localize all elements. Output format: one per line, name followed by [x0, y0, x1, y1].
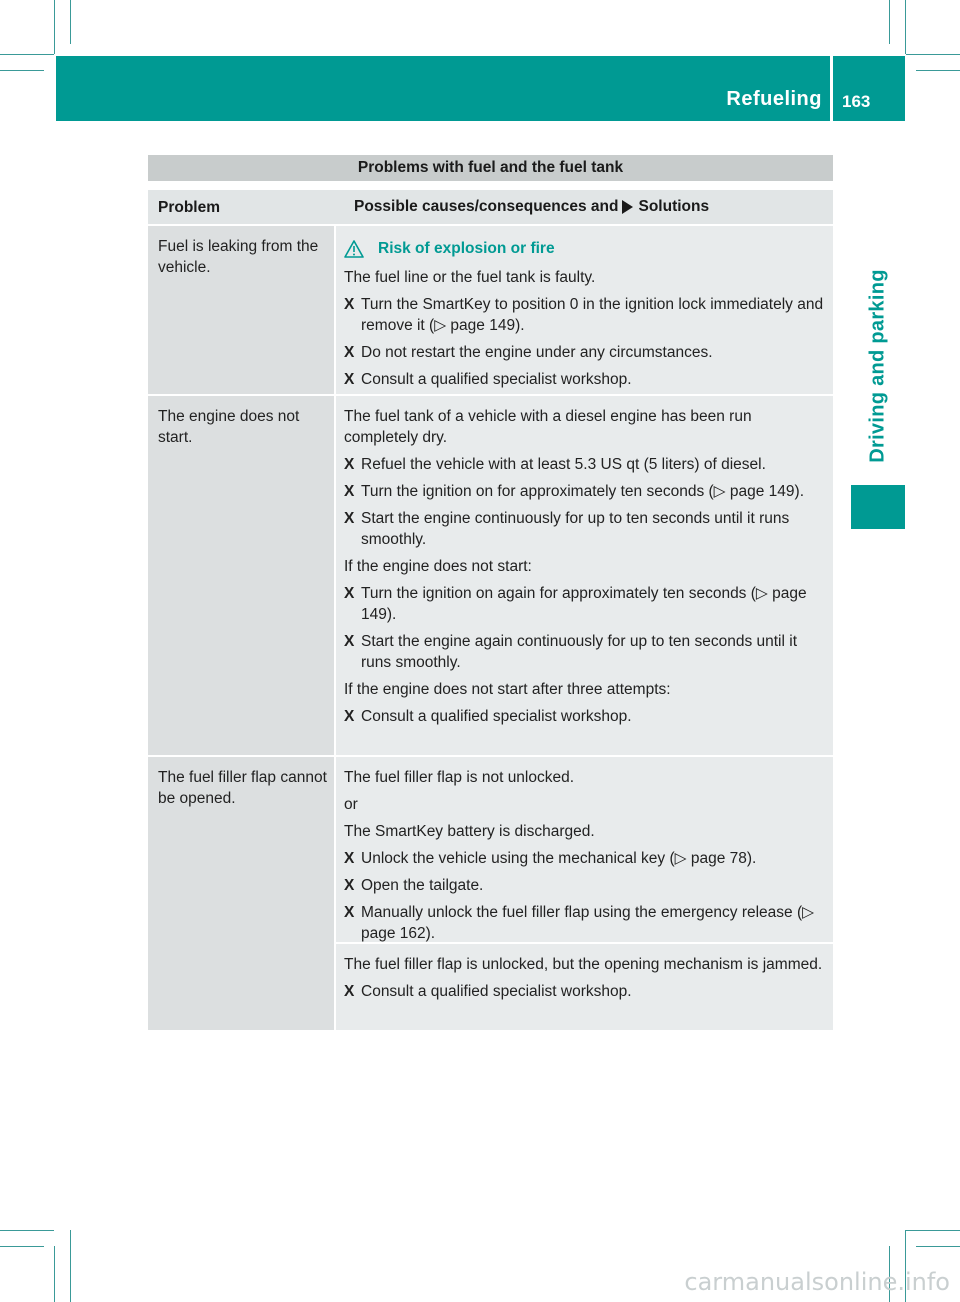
step-marker: X	[344, 904, 355, 921]
table-row	[148, 226, 833, 394]
step-marker: X	[344, 296, 355, 313]
step-marker: X	[344, 708, 355, 725]
step-marker: X	[344, 344, 355, 361]
warning-text: Risk of explosion or fire	[378, 240, 555, 257]
table-row	[148, 757, 833, 1030]
column-header-solutions-prefix: Possible causes/consequences and	[354, 198, 619, 215]
solutions-cell	[336, 944, 833, 1030]
crop-mark	[70, 1230, 71, 1302]
step-text: Start the engine continuously for up to ten seconds until it runs smoothly.	[361, 510, 790, 548]
page-number: 163	[842, 92, 871, 111]
step-text: Consult a qualified specialist workshop.	[361, 708, 632, 725]
column-header-problem: Problem	[158, 199, 221, 216]
cause-text: If the engine does not start:	[344, 558, 532, 575]
watermark: carmanualsonline.info	[684, 1268, 950, 1296]
header-divider	[830, 56, 833, 121]
section-title: Refueling	[726, 88, 822, 110]
crop-mark	[0, 70, 44, 71]
step-text: Refuel the vehicle with at least 5.3 US qt (5 liters) of diesel.	[361, 456, 766, 473]
cause-text: The fuel line or the fuel tank is faulty.	[344, 269, 596, 286]
cause-text: The fuel tank of a vehicle with a diesel engine has been run completely dry.	[344, 408, 752, 446]
problem-cell: The engine does not start.	[148, 396, 334, 755]
side-tab-label: Driving and parking	[866, 269, 889, 463]
cause-text: The SmartKey battery is discharged.	[344, 823, 595, 840]
step-text: Turn the SmartKey to position 0 in the ignition lock immediately and remove it (▷ page 149).	[361, 296, 824, 334]
step-text: Do not restart the engine under any circumstances.	[361, 344, 713, 361]
or-text: or	[344, 796, 358, 813]
column-header-solutions	[346, 190, 833, 224]
step-marker: X	[344, 983, 355, 1000]
crop-mark	[54, 1246, 55, 1302]
step-item	[344, 508, 827, 550]
crop-mark	[54, 0, 55, 54]
crop-mark	[889, 0, 890, 44]
column-header-solutions-suffix: Solutions	[638, 198, 710, 215]
step-item	[344, 981, 827, 1002]
step-item	[344, 848, 827, 869]
step-text: Open the tailgate.	[361, 877, 484, 894]
arrow-right-icon	[622, 200, 633, 214]
side-tab-block	[851, 485, 905, 529]
step-text: Unlock the vehicle using the mechanical key (▷ page 78).	[361, 850, 757, 867]
warning-triangle-icon	[344, 240, 364, 258]
step-marker: X	[344, 585, 355, 602]
step-marker: X	[344, 633, 355, 650]
crop-mark	[916, 1246, 960, 1247]
problem-cell: Fuel is leaking from the vehicle.	[148, 226, 334, 394]
step-text: Turn the ignition on for approximately ten seconds (▷ page 149).	[361, 483, 805, 500]
step-marker: X	[344, 456, 355, 473]
solutions-cell	[336, 757, 833, 942]
step-item	[344, 583, 827, 625]
solutions-cell	[336, 396, 833, 755]
crop-mark	[905, 0, 906, 54]
crop-mark	[0, 1230, 54, 1231]
step-text: Start the engine again continuously for up to ten seconds until it runs smoothly.	[361, 633, 798, 671]
crop-mark	[0, 54, 54, 55]
crop-mark	[0, 1246, 44, 1247]
step-text: Consult a qualified specialist workshop.	[361, 983, 632, 1000]
table-header	[148, 190, 833, 224]
warning-line	[344, 238, 827, 259]
step-item	[344, 481, 827, 502]
step-item	[344, 706, 827, 727]
step-marker: X	[344, 483, 355, 500]
crop-mark	[906, 54, 960, 55]
step-item	[344, 369, 827, 390]
step-item	[344, 294, 827, 336]
cause-text: The fuel filler flap is not unlocked.	[344, 769, 575, 786]
step-item	[344, 454, 827, 475]
table-row	[148, 396, 833, 755]
step-text: Manually unlock the fuel filler flap using the emergency release (▷ page 162).	[361, 904, 815, 942]
step-marker: X	[344, 850, 355, 867]
step-item	[344, 342, 827, 363]
crop-mark	[916, 70, 960, 71]
table-title: Problems with fuel and the fuel tank	[148, 155, 833, 181]
crop-mark	[70, 0, 71, 44]
solutions-column	[336, 757, 833, 1030]
step-marker: X	[344, 877, 355, 894]
solutions-cell	[336, 226, 833, 394]
cause-text: The fuel filler flap is unlocked, but the opening mechanism is jammed.	[344, 956, 823, 973]
crop-mark	[906, 1230, 960, 1231]
step-marker: X	[344, 371, 355, 388]
step-marker: X	[344, 510, 355, 527]
step-item	[344, 631, 827, 673]
step-item	[344, 875, 827, 896]
step-item	[344, 902, 827, 944]
step-text: Consult a qualified specialist workshop.	[361, 371, 632, 388]
cause-text: If the engine does not start after three attempts:	[344, 681, 671, 698]
problem-cell: The fuel filler flap cannot be opened.	[148, 757, 334, 1030]
step-text: Turn the ignition on again for approximately ten seconds (▷ page 149).	[361, 585, 807, 623]
